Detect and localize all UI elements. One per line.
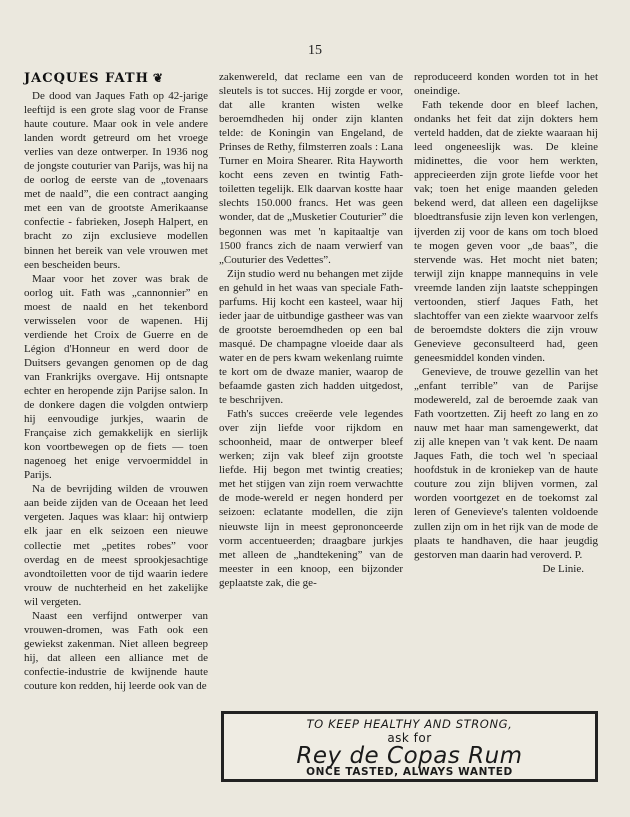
ad-ask-for: ask for [387, 731, 432, 745]
paragraph: reproduceerd konden worden tot in het oneindige. [414, 71, 598, 98]
page-number: 15 [308, 43, 322, 58]
ad-brand-name: Rey de Copas Rum [296, 743, 523, 769]
paragraph: Naast een verfijnd ontwerper van vrouwen-dromen, was Fath ook een gewiekst zakenman. Niet alleen begreep hij, dat alleen een alliance met de confectie-industrie de kwijnende haute couture kon redden, hij leerde ook van de [24, 609, 208, 692]
article-source: De Linie. [542, 562, 584, 575]
column-1 [24, 70, 208, 693]
paragraph: Fath tekende door en bleef lachen, ondanks het feit dat zijn dokters hem verteld hadden, dat de ziekte waaraan hij leed ongeneeslijk was. De kleine midinettes, die voor hem werkten, apprecieerden zijn grote liefde voor het vak; toen het enige maanden geleden bekend werd, dat alleen een dagelijkse bloedtransfusie zijn leven kon verlengen, ijverden zij voor de kans om toch bloed te mogen geven voor „de baas”, die stervende was. Het mocht niet baten; terwijl zijn knappe mannequins in vele vreemde landen zijn laatste scheppingen vertoonden, stierf Jaques Fath, het slachtoffer van een ziekte waarvoor zelfs de beroemdste dokters die zijn vrouw Genevieve geconsulteerd had, geen geneesmiddel konden vinden. [414, 99, 598, 364]
article-title [24, 70, 208, 87]
paragraph: Maar voor het zover was brak de oorlog uit. Fath was „cannonnier” en moest de naald en het tekenbord verwisselen voor de wapenen. Hij verdiende het Croix de Guerre en de Légion d'Honneur en werd door de Duitsers gevangen genomen op de dag van Frankrijks overgave. Hij ontsnapte echter en heropende zijn Parijse salon. In de donkere dagen die volgden ontwierp hij eenvoudige jurkjes, waarin de Française zich gemakkelijk en sierlijk kon voortbewegen op de fiets — toen nagenoeg het enige vervoermiddel in Parijs. [24, 272, 208, 482]
paragraph: Zijn studio werd nu behangen met zijde en gehuld in het waas van speciale Fath-parfums. Hij kocht een kasteel, waar hij ieder jaar de uitbundige gastheer was van de grootste beroemdheden op een bal masqué. De champagne vloeide daar als water en de pers kwam wekenlang ruimte te kort om de dwaze manier, waarop de befaamde gasten zich hadden uitgedost, te beschrijven. [219, 267, 403, 407]
ad-slogan: ONCE TASTED, ALWAYS WANTED [306, 766, 513, 778]
column-3 [414, 70, 598, 576]
paragraph: Fath's succes creëerde vele legendes over zijn liefde voor rijkdom en schoonheid, maar de ontwerper bleef werken; zijn vak bleef zijn grootste liefde. Hij begon met twintig creaties; met het stijgen van zijn roem verwachtte de mode-wereld er negen honderd per seizoen: eclatante modellen, die zijn nieuwste lijn in meest geprononceerde vorm accentueerden; draagbare jurkjes met alleen de „handtekening” van de meester in een knoop, een bijzonder geplaatste zak, die ge- [219, 408, 403, 589]
rum-advertisement [221, 711, 598, 782]
paragraph: zakenwereld, dat reclame een van de sleutels is tot succes. Hij zorgde er voor, dat alle kranten wisten welke beroemdheden hij onder zijn klanten telde: de Koningin van Engeland, de Prinses de Rethy, filmsterren zoals : Lana Turner en Moira Shearer. Rita Hayworth kocht eens zeven en twintig Fath-toiletten tegelijk. Elk daarvan kostte haar slechts 150.000 francs. Het was geen wonder, dat de „Musketier Couturier” die begonnen was met 'n kapitaaltje van 1500 francs zich de naam verwierf van „Couturier des Vedettes”. [219, 71, 403, 266]
ornament-icon: ❦ [152, 71, 164, 85]
paragraph: Na de bevrijding wilden de vrouwen aan beide zijden van de Oceaan het leed vergeten. Jaques was klaar: hij ontwierp elk jaar en elk seizoen een nieuwe collectie met „petites robes” voor overdag en de meest sprookjesachtige avondtoiletten voor de tijd waarin iedere vrouw de nuchterheid en het zakelijke wil vergeten. [24, 483, 208, 608]
article-title-text: JACQUES FATH [24, 71, 149, 86]
column-2 [219, 70, 403, 590]
paragraph: Genevieve, de trouwe gezellin van het „enfant terrible” van de Parijse modewereld, zal de beroemde zaak van Fath voortzetten. Zij heeft zo lang en zo nauw met haar man samengewerkt, dat zij alle knepen van 't vak kent. De naam Jaques Fath, die toch wel 'n speciaal hoofdstuk in de kroniekep van de haute couture zou zijn blijven vormen, zal worden voortgezet en de toekomst zal leren of Genevieve's talenten voldoende zullen zijn om in het rijk van de mode de plaats te handhaven, die haar jeugdig gestorven man daarin had veroverd. P. [414, 365, 598, 561]
paragraph: De dood van Jaques Fath op 42-jarige leeftijd is een grote slag voor de Franse haute couture. Maar ook in vele andere landen wordt getreurd om het vroege verlies van deze ontwerper. In 1936 nog de jongste couturier van Parijs, was hij na de oorlog de eerste van de „tovenaars met de naald”, die een contract aanging met een van de grootste Amerikaanse confectie - fabrieken, Joseph Halpert, en bracht zo zijn exclusieve modellen binnen het bereik van vele vrouwen met een bescheiden beurs. [24, 90, 208, 271]
ad-tagline: TO KEEP HEALTHY AND STRONG, [306, 717, 513, 731]
